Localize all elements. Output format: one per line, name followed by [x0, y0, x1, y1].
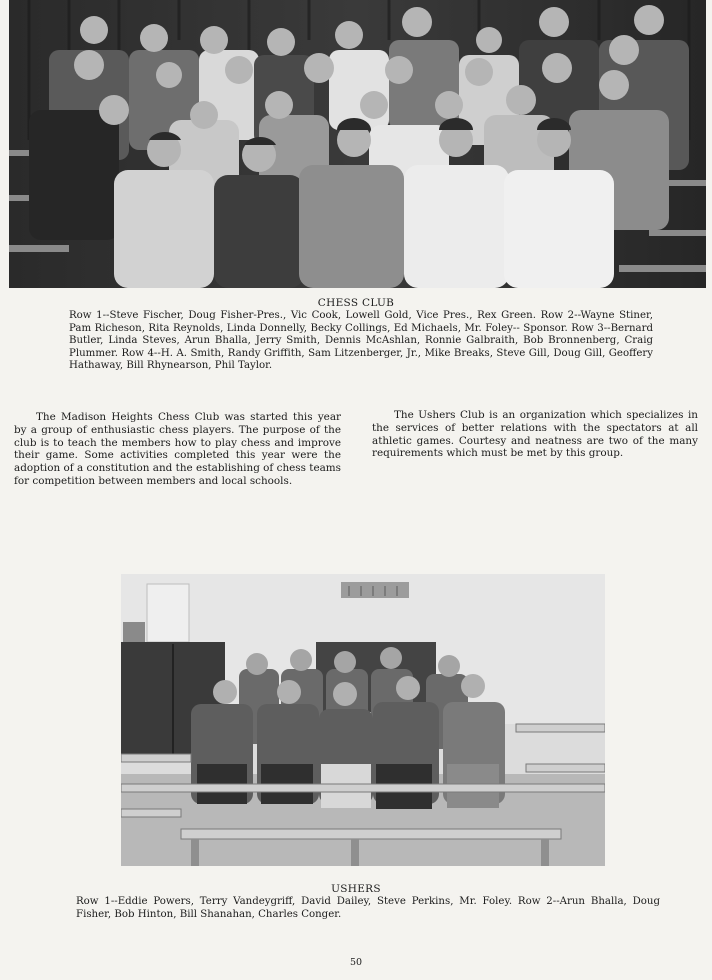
page-number: 50 — [349, 957, 363, 968]
ushers-caption: Row 1--Eddie Powers, Terry Vandeygriff, David Dailey, Steve Perkins, Mr. Foley. Row 2--Arun Bhalla, Doug Fisher, Bob Hinton, Bill Shanahan, Charles Conger. — [76, 896, 660, 920]
ushers-photo — [121, 574, 605, 866]
chess-club-description — [14, 411, 341, 488]
ushers-description-text: The Ushers Club is an organization which specializes in the services of better relations with the spectators at all athletic games. Courtesy and neatness are two of the many requirements which must be met by this group. — [372, 409, 698, 460]
chess-club-photo — [9, 0, 706, 288]
ushers-heading: USHERS — [331, 883, 381, 895]
ushers-description — [372, 409, 698, 460]
chess-club-description-text: The Madison Heights Chess Club was started this year by a group of enthusiastic chess players. The purpose of the club is to teach the members how to play chess and improve their game. Some activities completed this year were the adoption of a constitution and the establishing of chess teams for competition between members and local schools. — [14, 411, 341, 487]
chess-club-heading: CHESS CLUB — [317, 297, 395, 309]
chess-club-caption: Row 1--Steve Fischer, Doug Fisher-Pres., Vic Cook, Lowell Gold, Vice Pres., Rex Green. Row 2--Wayne Stiner, Pam Richeson, Rita Reynolds, Linda Donnelly, Becky Collings, Ed Michaels, Mr. Foley-- Sponsor. Row 3--Bernard Butler, Linda Steves, Arun Bhalla, Jerry Smith, Dennis McAshlan, Ronnie Galbraith, Bob Bronnenberg, Craig Plummer. Row 4--H. A. Smith, Randy Griffith, Sam Litzenberger, Jr., Mike Breaks, Steve Gill, Doug Gill, Geoffery Hathaway, Bill Rhynearson, Phil Taylor. — [69, 310, 653, 372]
